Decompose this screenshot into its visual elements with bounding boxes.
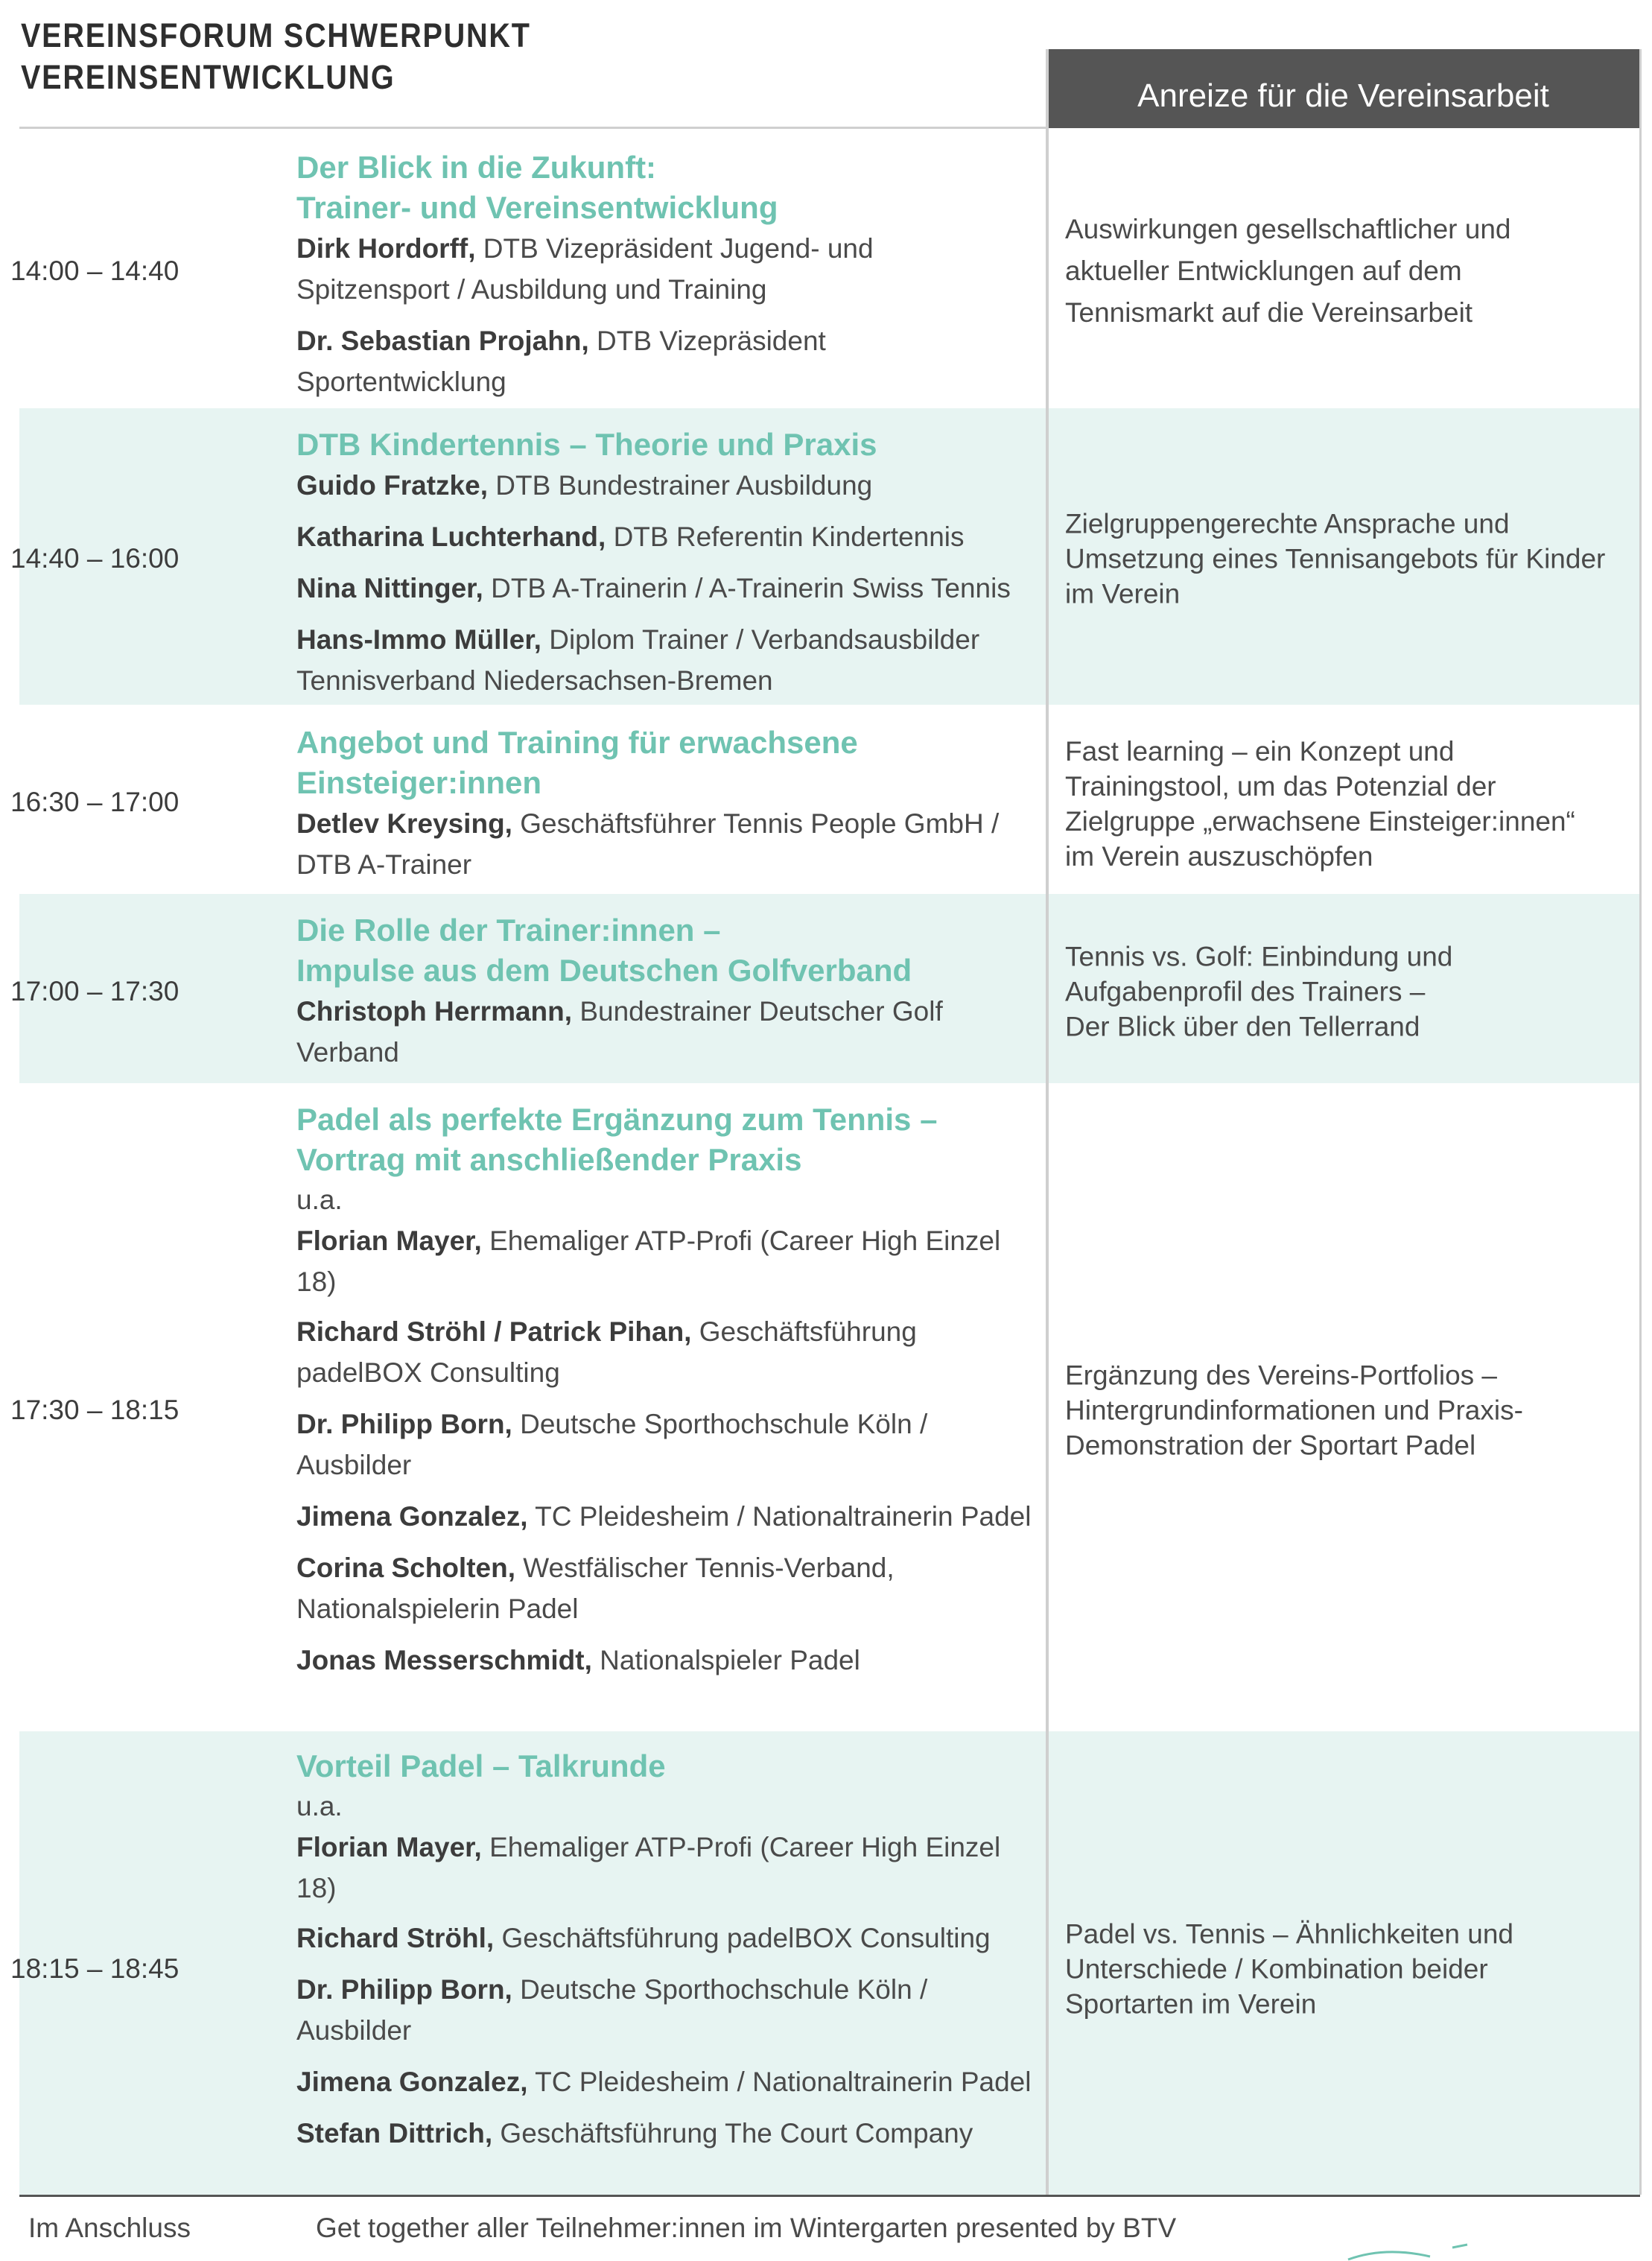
speaker-entry xyxy=(296,465,1034,506)
speaker-name: Jimena Gonzalez, xyxy=(296,1501,528,1532)
column-divider xyxy=(1046,49,1049,2195)
speaker-role: DTB Vizepräsident Sportentwicklung xyxy=(296,326,826,397)
speaker-role: Geschäftsführung The Court Company xyxy=(500,2118,973,2149)
session-title-line: Padel als perfekte Ergänzung zum Tennis – xyxy=(296,1102,938,1137)
incentive-line: Umsetzung eines Tennisangebots für Kinder xyxy=(1065,543,1606,574)
speaker-name: Dr. Philipp Born, xyxy=(296,1409,512,1439)
speaker-role: Diplom Trainer / Verbandsausbilder Tennisverband Niedersachsen-Bremen xyxy=(296,624,980,696)
session-time: 14:00 – 14:40 xyxy=(10,256,180,286)
session-program xyxy=(296,910,1034,1073)
session-title-line: Vorteil Padel – Talkrunde xyxy=(296,1748,666,1783)
incentive-line: Tennismarkt auf die Vereinsarbeit xyxy=(1065,297,1473,328)
speaker-name: Jimena Gonzalez, xyxy=(296,2067,528,2097)
speaker-entry xyxy=(296,228,1034,310)
session-title-line: Impulse aus dem Deutschen Golfverband xyxy=(296,953,912,988)
speaker-role: TC Pleidesheim / Nationaltrainerin Padel xyxy=(535,1501,1032,1532)
speaker-name: Corina Scholten, xyxy=(296,1553,515,1583)
session-title xyxy=(296,425,1034,465)
session-title-line: Trainer- und Vereinsentwicklung xyxy=(296,190,778,225)
session-incentive xyxy=(1047,507,1636,612)
incentive-line: Unterschiede / Kombination beider xyxy=(1065,1953,1488,1985)
incentive-line: Hintergrundinformationen und Praxis- xyxy=(1065,1395,1523,1426)
session-incentive xyxy=(1047,209,1636,334)
session-program xyxy=(296,1100,1034,1681)
speaker-entry xyxy=(296,991,1034,1073)
speaker-entry xyxy=(296,1640,1034,1681)
among-others-label: u.a. xyxy=(296,1791,343,1821)
speaker-entry xyxy=(296,1969,1034,2051)
speaker-role: Deutsche Sporthochschule Köln / Ausbilder xyxy=(296,1409,928,1480)
decorative-swoosh-icon xyxy=(1341,2239,1490,2261)
session-time: 17:00 – 17:30 xyxy=(10,976,180,1006)
speaker-name: Detlev Kreysing, xyxy=(296,808,512,839)
session-incentive xyxy=(1047,734,1636,874)
session-title-line: Vortrag mit anschließender Praxis xyxy=(296,1142,802,1177)
incentive-line: Zielgruppengerechte Ansprache und xyxy=(1065,508,1510,539)
session-incentive xyxy=(1047,1917,1636,2022)
incentive-line: Fast learning – ein Konzept und xyxy=(1065,736,1455,767)
incentive-line: Auswirkungen gesellschaftlicher und xyxy=(1065,214,1511,244)
speaker-role: DTB A-Trainerin / A-Trainerin Swiss Tennis xyxy=(491,573,1011,603)
speaker-name: Dirk Hordorff, xyxy=(296,233,476,264)
session-program xyxy=(296,425,1034,701)
speaker-entry xyxy=(296,1311,1034,1393)
session-title-line: Die Rolle der Trainer:innen – xyxy=(296,913,721,948)
session-title xyxy=(296,910,1034,991)
speaker-role: Ehemaliger ATP-Profi (Career High Einzel 18) xyxy=(296,1225,1001,1297)
session-title xyxy=(296,1100,1034,1180)
top-divider xyxy=(19,127,1047,129)
incentive-line: Demonstration der Sportart Padel xyxy=(1065,1430,1476,1461)
speaker-name: Christoph Herrmann, xyxy=(296,996,573,1027)
speaker-entry xyxy=(296,568,1034,609)
speaker-name: Stefan Dittrich, xyxy=(296,2118,493,2149)
session-time: 17:30 – 18:15 xyxy=(10,1395,180,1425)
speaker-entry xyxy=(296,1404,1034,1485)
session-title-line: DTB Kindertennis – Theorie und Praxis xyxy=(296,427,877,462)
session-title xyxy=(296,148,1034,228)
speaker-role: DTB Referentin Kindertennis xyxy=(613,521,965,552)
speaker-entry xyxy=(296,320,1034,402)
speaker-entry xyxy=(296,1918,1034,1959)
speaker-name: Richard Ströhl, xyxy=(296,1923,495,1953)
footer-divider xyxy=(19,2195,1640,2197)
session-title-line: Angebot und Training für erwachsene xyxy=(296,725,858,760)
speaker-role: Westfälischer Tennis-Verband, Nationalspielerin Padel xyxy=(296,1553,895,1624)
speaker-entry xyxy=(296,803,1034,885)
session-time: 16:30 – 17:00 xyxy=(10,787,180,817)
speaker-name: Nina Nittinger, xyxy=(296,573,483,603)
speaker-name: Florian Mayer, xyxy=(296,1225,482,1256)
speaker-name: Guido Fratzke, xyxy=(296,470,488,501)
speaker-entry xyxy=(296,1220,1034,1302)
incentive-line: im Verein xyxy=(1065,578,1181,609)
incentives-column-header: Anreize für die Vereinsarbeit xyxy=(1047,49,1642,128)
incentive-line: Aufgabenprofil des Trainers – xyxy=(1065,976,1426,1007)
session-title xyxy=(296,723,1034,803)
speaker-role: TC Pleidesheim / Nationaltrainerin Padel xyxy=(535,2067,1032,2097)
session-incentive xyxy=(1047,1358,1636,1463)
speaker-entry xyxy=(296,2061,1034,2102)
incentive-line: Padel vs. Tennis – Ähnlichkeiten und xyxy=(1065,1918,1513,1950)
incentive-line: Trainingstool, um das Potenzial der xyxy=(1065,771,1496,802)
speaker-name: Katharina Luchterhand, xyxy=(296,521,606,552)
incentive-line: Zielgruppe „erwachsene Einsteiger:innen“ xyxy=(1065,806,1575,837)
session-time: 18:15 – 18:45 xyxy=(10,1953,180,1984)
footer-label: Im Anschluss xyxy=(28,2213,191,2243)
speaker-role: Bundestrainer Deutscher Golf Verband xyxy=(296,996,943,1068)
speaker-entry xyxy=(296,1547,1034,1629)
session-program xyxy=(296,148,1034,402)
speaker-entry xyxy=(296,1496,1034,1537)
session-time: 14:40 – 16:00 xyxy=(10,543,180,574)
speaker-name: Dr. Philipp Born, xyxy=(296,1974,512,2005)
title-line-1: VEREINSFORUM SCHWERPUNKT xyxy=(21,16,531,54)
speaker-name: Jonas Messerschmidt, xyxy=(296,1645,592,1675)
session-incentive xyxy=(1047,939,1636,1044)
speaker-entry xyxy=(296,516,1034,557)
among-others-label: u.a. xyxy=(296,1185,343,1215)
session-program xyxy=(296,1746,1034,2154)
speaker-role: DTB Vizepräsident Jugend- und Spitzensport / Ausbildung und Training xyxy=(296,233,874,305)
speaker-role: Geschäftsführung padelBOX Consulting xyxy=(501,1923,991,1953)
speaker-role: Geschäftsführung padelBOX Consulting xyxy=(296,1316,917,1388)
session-title-line: Einsteiger:innen xyxy=(296,765,542,800)
speaker-role: Geschäftsführer Tennis People GmbH / DTB A-Trainer xyxy=(296,808,1000,880)
speaker-name: Dr. Sebastian Projahn, xyxy=(296,326,589,356)
speaker-name: Florian Mayer, xyxy=(296,1832,482,1862)
session-title xyxy=(296,1746,1034,1786)
incentive-line: Tennis vs. Golf: Einbindung und xyxy=(1065,941,1453,972)
session-program xyxy=(296,723,1034,885)
incentive-line: Ergänzung des Vereins-Portfolios – xyxy=(1065,1360,1498,1391)
speaker-entry xyxy=(296,2113,1034,2154)
speaker-name: Richard Ströhl / Patrick Pihan, xyxy=(296,1316,692,1347)
speaker-role: DTB Bundestrainer Ausbildung xyxy=(495,470,873,501)
page-title xyxy=(21,15,531,98)
session-title-line: Der Blick in die Zukunft: xyxy=(296,150,657,185)
incentive-line: Sportarten im Verein xyxy=(1065,1988,1317,2020)
speaker-entry xyxy=(296,619,1034,701)
speaker-role: Ehemaliger ATP-Profi (Career High Einzel 18) xyxy=(296,1832,1001,1903)
speaker-role: Deutsche Sporthochschule Köln / Ausbilder xyxy=(296,1974,928,2046)
incentive-line: aktueller Entwicklungen auf dem xyxy=(1065,256,1462,286)
right-border xyxy=(1639,128,1642,2195)
footer-text: Get together aller Teilnehmer:innen im Wintergarten presented by BTV xyxy=(316,2213,1177,2243)
speaker-name: Hans-Immo Müller, xyxy=(296,624,541,655)
speaker-role: Nationalspieler Padel xyxy=(600,1645,860,1675)
title-line-2: VEREINSENTWICKLUNG xyxy=(21,58,395,96)
incentive-line: Der Blick über den Tellerrand xyxy=(1065,1011,1420,1042)
speaker-entry xyxy=(296,1827,1034,1909)
incentive-line: im Verein auszuschöpfen xyxy=(1065,841,1373,872)
